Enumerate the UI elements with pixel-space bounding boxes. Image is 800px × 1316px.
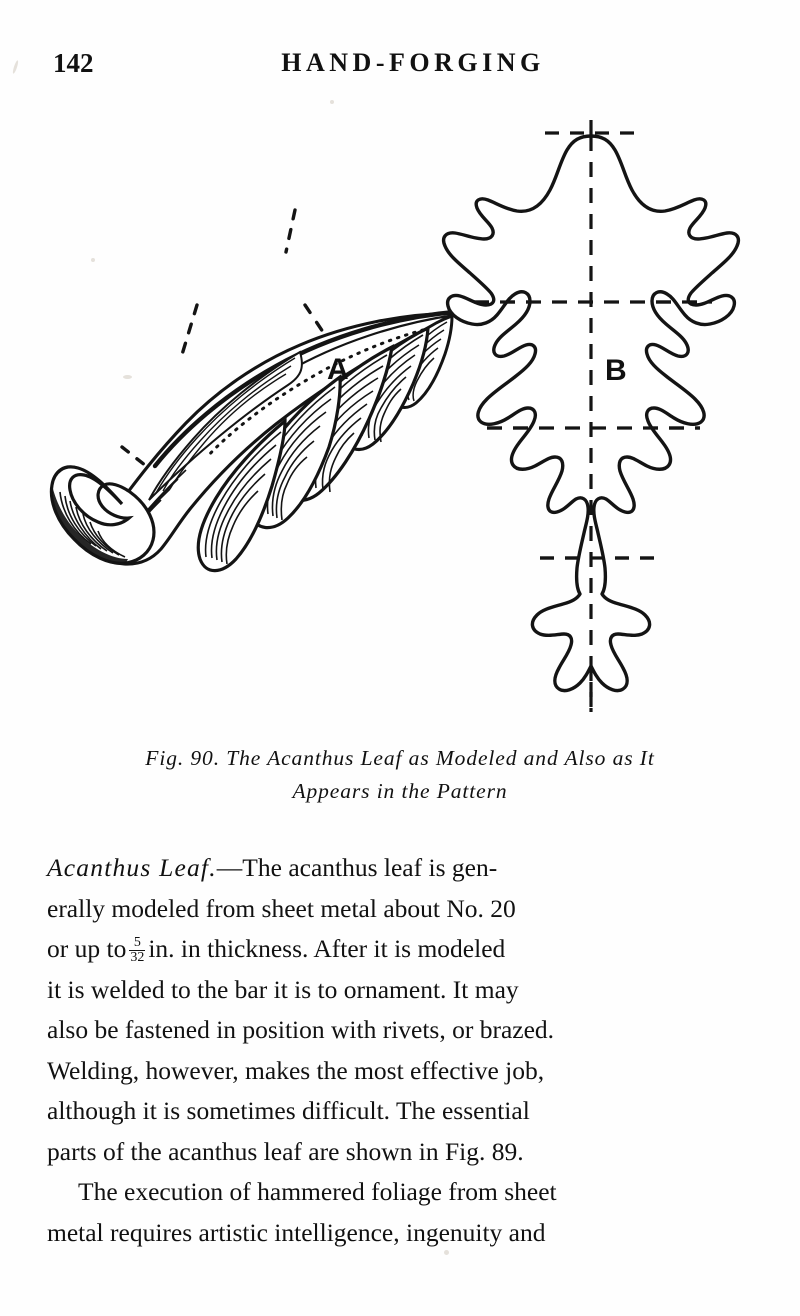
body-line-3-b: in. in thickness. After it is modeled [148, 934, 506, 963]
scan-speck [444, 1250, 449, 1255]
panel-a-modeled-leaf [51, 210, 455, 571]
body-line-8: parts of the acanthus leaf are shown in Fig. 89. [47, 1136, 524, 1166]
fraction-denominator: 32 [130, 949, 145, 965]
panel-b-flat-pattern [444, 120, 739, 712]
running-title: HAND-FORGING [281, 48, 545, 77]
figure-caption-line-2: Appears in the Pattern [292, 779, 508, 803]
figure-90 [0, 100, 800, 740]
body-line-1-rest: —The acanthus leaf is gen- [216, 853, 498, 882]
scan-speck [123, 375, 132, 379]
body-line-2: erally modeled from sheet metal about No. 20 [47, 893, 516, 923]
figure-label-b: B [605, 354, 627, 387]
scan-speck [91, 258, 95, 262]
fraction-five-thirty-seconds [129, 936, 145, 966]
body-line-6: Welding, however, makes the most effective job, [47, 1055, 545, 1085]
body-line-9: The execution of hammered foliage from sheet [78, 1177, 557, 1206]
body-line-4: it is welded to the bar it is to ornament. It may [47, 974, 519, 1004]
fraction-numerator: 5 [129, 936, 145, 951]
running-head [0, 46, 800, 86]
scan-speck [330, 100, 334, 104]
body-text [47, 848, 753, 1253]
figure-caption-line-1: Fig. 90. The Acanthus Leaf as Modeled and Also as It [145, 746, 655, 770]
body-line-3 [47, 929, 753, 970]
body-line-1 [47, 848, 753, 889]
body-line-3-a: or up to [47, 934, 127, 963]
figure-caption [50, 742, 750, 808]
body-line-5: also be fastened in position with rivets, or brazed. [47, 1015, 555, 1044]
figure-label-a: A [327, 353, 349, 386]
page-number: 142 [53, 48, 94, 78]
figure-illustration [0, 100, 800, 740]
run-in-heading: Acanthus Leaf. [47, 853, 217, 882]
body-line-10: metal requires artistic intelligence, ingenuity and [47, 1217, 546, 1247]
body-line-7: although it is sometimes difficult. The essential [47, 1096, 530, 1125]
